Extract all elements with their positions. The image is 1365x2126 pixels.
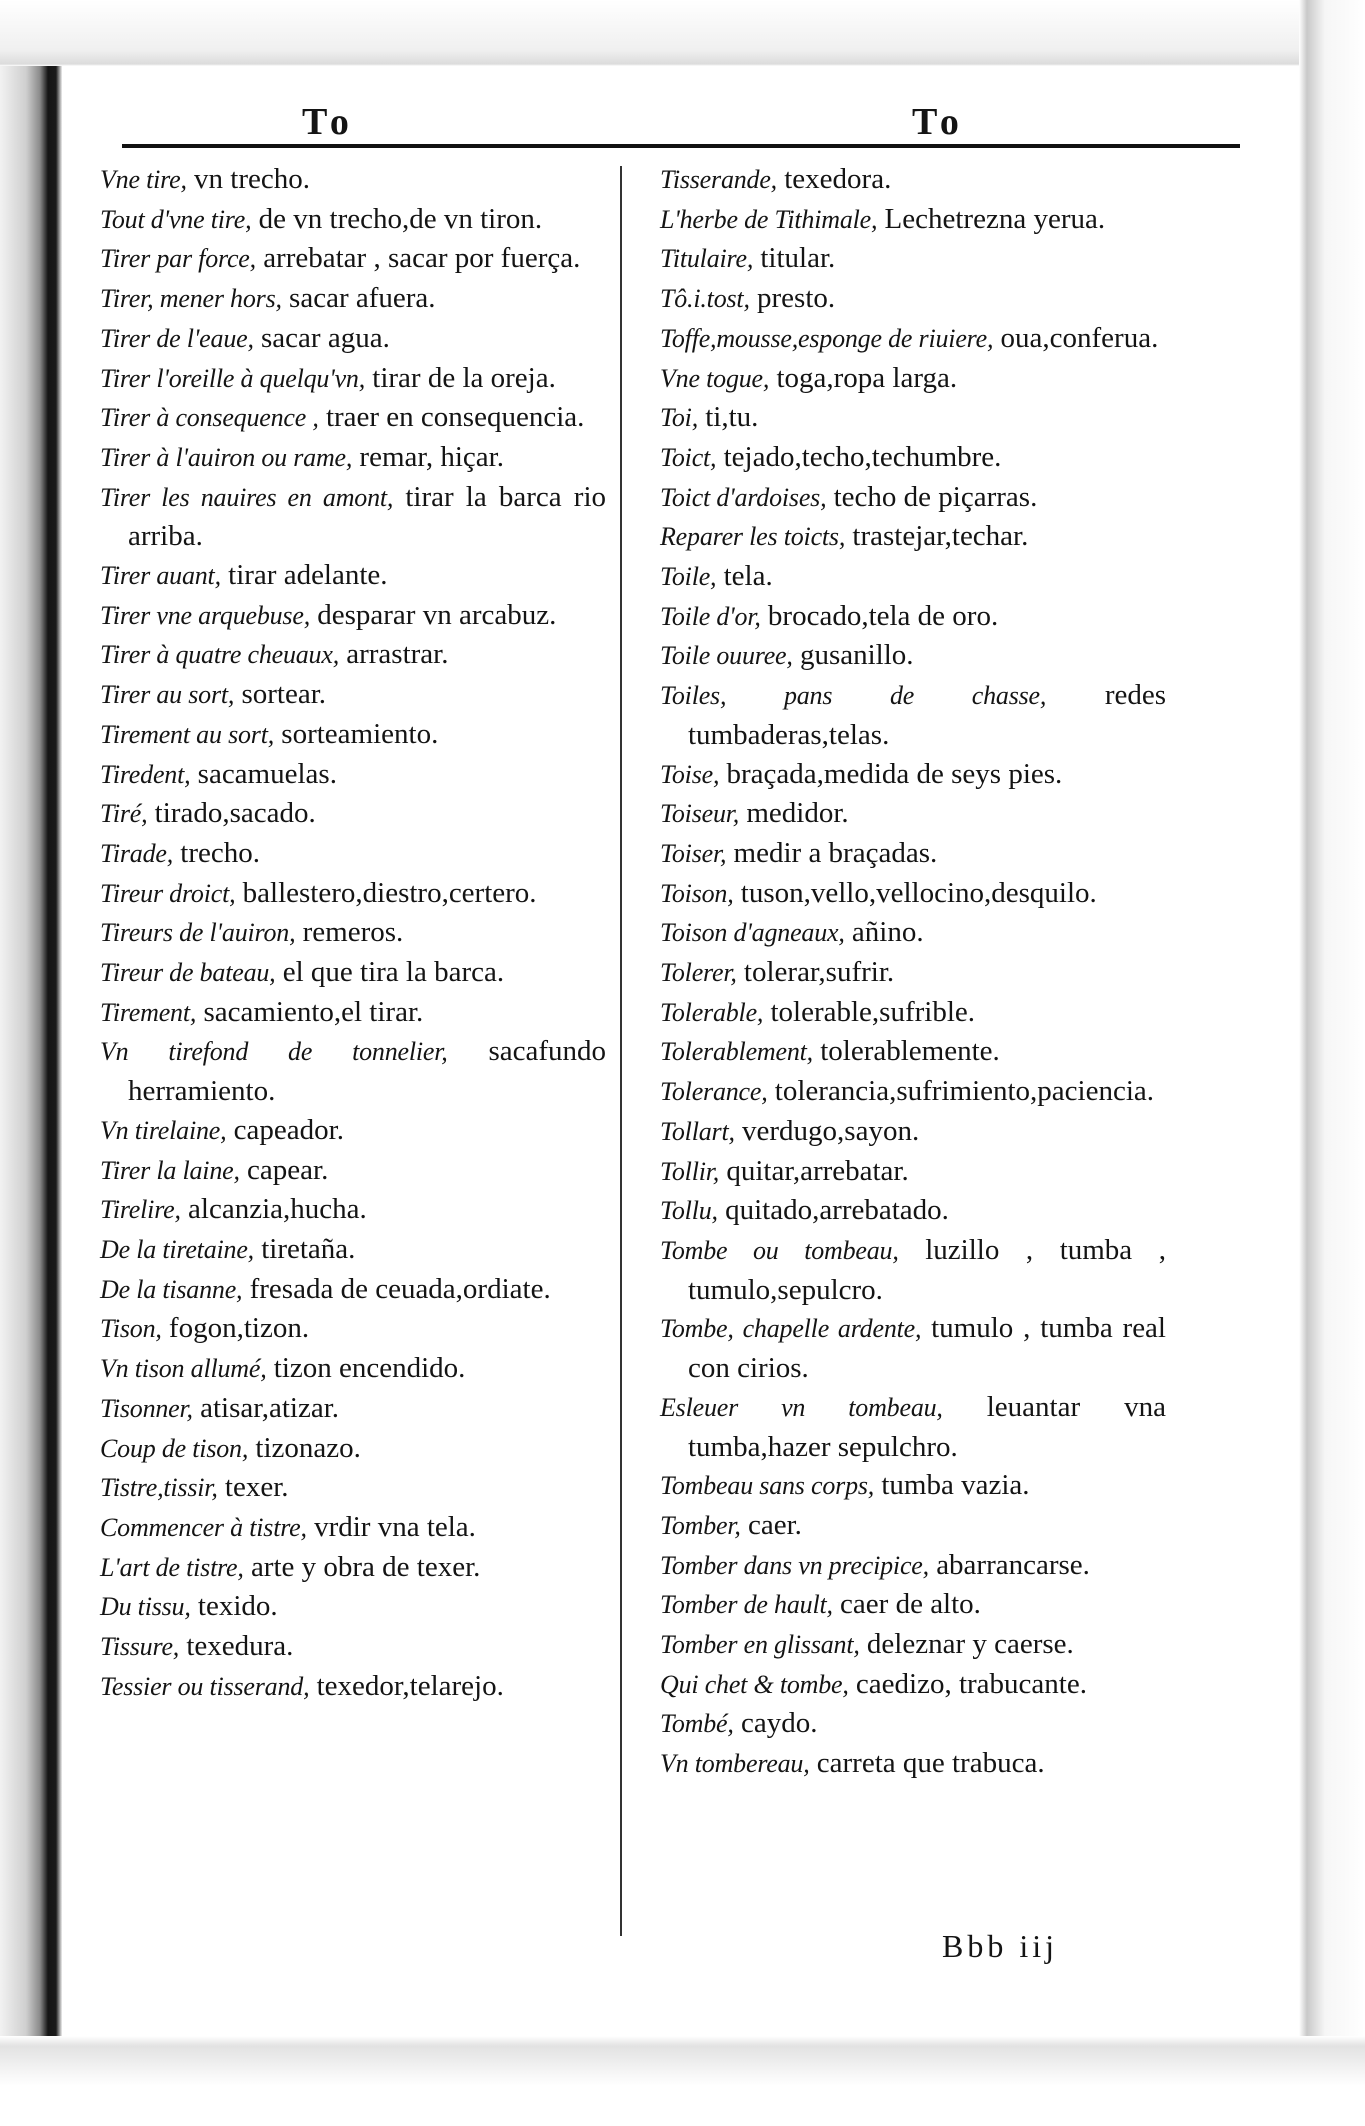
- dictionary-entry: [100, 1032, 606, 1110]
- dictionary-entry: [660, 1546, 1166, 1586]
- dictionary-entry: [660, 200, 1166, 240]
- spanish-translation: tirado,sacado.: [154, 797, 316, 830]
- french-headword: Tessier ou tisserand,: [100, 1671, 310, 1701]
- dictionary-entry: [100, 993, 606, 1033]
- left-column: [100, 160, 606, 1706]
- french-headword: Toise,: [660, 759, 720, 789]
- french-headword: Tirer à consequence ,: [100, 403, 319, 433]
- french-headword: Qui chet & tombe,: [660, 1669, 849, 1699]
- spanish-translation: caedizo, trabucante.: [855, 1667, 1087, 1700]
- dictionary-entry: [100, 1309, 606, 1349]
- french-headword: Tirer vne arquebuse,: [100, 600, 310, 630]
- dictionary-entry: [100, 1111, 606, 1151]
- dictionary-entry: [660, 1112, 1166, 1152]
- french-headword: Du tissu,: [100, 1592, 191, 1622]
- spanish-translation: traer en consequencia.: [325, 401, 585, 434]
- dictionary-entry: [660, 676, 1166, 754]
- spanish-translation: tolerable,sufrible.: [770, 995, 976, 1028]
- dictionary-entry: [100, 398, 606, 438]
- french-headword: Tomber,: [660, 1510, 741, 1540]
- french-headword: Tollart,: [660, 1116, 735, 1146]
- column-divider: [620, 166, 622, 1936]
- spanish-translation: arte y obra de texer.: [250, 1550, 481, 1583]
- dictionary-entry: [100, 1389, 606, 1429]
- spanish-translation: tirar de la oreja.: [372, 361, 556, 394]
- dictionary-entry: [100, 556, 606, 596]
- spanish-translation: añino.: [851, 916, 924, 949]
- french-headword: Tirer par force,: [100, 244, 256, 274]
- running-head-left: To: [302, 101, 355, 143]
- dictionary-entry: [100, 794, 606, 834]
- spanish-translation: atisar,atizar.: [200, 1391, 340, 1424]
- spanish-translation: tizon encendido.: [273, 1352, 466, 1385]
- french-headword: Tombe, chapelle ardente,: [660, 1314, 922, 1344]
- dictionary-entry: [660, 636, 1166, 676]
- spanish-translation: ballestero,diestro,certero.: [242, 876, 537, 909]
- spanish-translation: sorteamiento.: [281, 717, 439, 750]
- french-headword: Tireur droict,: [100, 878, 236, 908]
- french-headword: Tombé,: [660, 1709, 734, 1739]
- dictionary-entry: [100, 834, 606, 874]
- dictionary-entry: [660, 1309, 1166, 1387]
- spanish-translation: alcanzia,hucha.: [188, 1193, 367, 1226]
- dictionary-entry: [100, 319, 606, 359]
- french-headword: Tirade,: [100, 838, 174, 868]
- spanish-translation: capeador.: [233, 1113, 344, 1146]
- spanish-translation: luzillo , tumba , tumulo,sepulcro.: [688, 1233, 1166, 1306]
- dictionary-entry: [100, 359, 606, 399]
- spanish-translation: texedor,telarejo.: [316, 1669, 504, 1702]
- dictionary-entry: [660, 517, 1166, 557]
- dictionary-page: [62, 66, 1299, 2036]
- right-column: [660, 160, 1166, 1784]
- french-headword: Tombeau sans corps,: [660, 1471, 875, 1501]
- dictionary-entry: [100, 675, 606, 715]
- french-headword: L'art de tistre,: [100, 1552, 244, 1582]
- spanish-translation: tuson,vello,vellocino,desquilo.: [740, 876, 1097, 909]
- spanish-translation: medir a braçadas.: [733, 836, 938, 869]
- spanish-translation: texido.: [197, 1590, 278, 1623]
- spanish-translation: titular.: [760, 242, 836, 275]
- spanish-translation: arrebatar , sacar por fuerça.: [263, 242, 581, 275]
- dictionary-entry: [100, 715, 606, 755]
- spanish-translation: redes tumbaderas,telas.: [688, 679, 1166, 751]
- spanish-translation: sacar afuera.: [289, 282, 436, 315]
- dictionary-entry: [100, 1627, 606, 1667]
- spanish-translation: arrastrar.: [346, 638, 449, 671]
- french-headword: Tolerance,: [660, 1077, 768, 1107]
- spanish-translation: tolerancia,sufrimiento,paciencia.: [774, 1075, 1155, 1108]
- dictionary-entry: [100, 635, 606, 675]
- header-rule: [122, 144, 1240, 148]
- french-headword: Tirer au sort,: [100, 680, 235, 710]
- dictionary-entry: [660, 1032, 1166, 1072]
- french-headword: Toict d'ardoises,: [660, 482, 827, 512]
- spanish-translation: remar, hiçar.: [359, 440, 504, 473]
- dictionary-entry: [660, 279, 1166, 319]
- french-headword: Tollir,: [660, 1156, 720, 1186]
- scan-top-edge: [0, 0, 1365, 66]
- spanish-translation: carreta que trabuca.: [816, 1747, 1045, 1780]
- spanish-translation: quitado,arrebatado.: [725, 1194, 949, 1227]
- french-headword: Tô.i.tost,: [660, 284, 750, 314]
- french-headword: Tomber dans vn precipice,: [660, 1550, 929, 1580]
- spanish-translation: sacamuelas.: [197, 757, 337, 790]
- dictionary-entry: [100, 478, 606, 556]
- french-headword: Tistre,tissir,: [100, 1473, 218, 1503]
- spanish-translation: tumba vazia.: [881, 1469, 1030, 1502]
- dictionary-entry: [660, 1625, 1166, 1665]
- french-headword: Toffe,mousse,esponge de riuiere,: [660, 323, 994, 353]
- dictionary-entry: [100, 1190, 606, 1230]
- dictionary-entry: [660, 1704, 1166, 1744]
- french-headword: Commencer à tistre,: [100, 1512, 307, 1542]
- french-headword: Tirer les nauires en amont,: [100, 482, 394, 512]
- french-headword: Vn tombereau,: [660, 1749, 810, 1779]
- dictionary-entry: [100, 279, 606, 319]
- dictionary-entry: [100, 1508, 606, 1548]
- spanish-translation: caydo.: [740, 1707, 818, 1740]
- dictionary-entry: [660, 1585, 1166, 1625]
- dictionary-entry: [660, 557, 1166, 597]
- spanish-translation: sacafundo herramiento.: [128, 1035, 607, 1108]
- french-headword: Vn tison allumé,: [100, 1354, 267, 1384]
- french-headword: Toiseur,: [660, 799, 740, 829]
- dictionary-entry: [100, 1468, 606, 1508]
- dictionary-entry: [100, 200, 606, 240]
- french-headword: Tolerablement,: [660, 1037, 813, 1067]
- spanish-translation: ti,tu.: [705, 401, 759, 434]
- dictionary-entry: [100, 913, 606, 953]
- dictionary-entry: [660, 993, 1166, 1033]
- spanish-translation: texer.: [224, 1471, 289, 1504]
- scan-right-edge: [1299, 0, 1365, 2126]
- french-headword: Tisserande,: [660, 165, 777, 194]
- spanish-translation: medidor.: [746, 797, 849, 830]
- french-headword: Tiredent,: [100, 759, 191, 789]
- spanish-translation: tela.: [723, 560, 773, 593]
- french-headword: Tiré,: [100, 799, 148, 829]
- dictionary-entry: [660, 438, 1166, 478]
- dictionary-entry: [660, 1506, 1166, 1546]
- french-headword: Titulaire,: [660, 244, 754, 274]
- dictionary-entry: [100, 160, 606, 200]
- signature-mark: Bbb iij: [942, 1928, 1059, 1964]
- french-headword: Tirelire,: [100, 1195, 181, 1225]
- french-headword: Tirement au sort,: [100, 719, 275, 749]
- spanish-translation: oua,conferua.: [1000, 321, 1159, 354]
- french-headword: Tomber de hault,: [660, 1590, 833, 1620]
- dictionary-entry: [660, 953, 1166, 993]
- spanish-translation: abarrancarse.: [936, 1548, 1090, 1581]
- spanish-translation: braçada,medida de seys pies.: [726, 757, 1063, 790]
- dictionary-entry: [660, 874, 1166, 914]
- french-headword: Toison d'agneaux,: [660, 918, 845, 948]
- french-headword: Tisonner,: [100, 1393, 193, 1423]
- scan-left-edge: [0, 0, 62, 2126]
- spanish-translation: verdugo,sayon.: [742, 1114, 920, 1147]
- spanish-translation: tolerar,sufrir.: [743, 956, 895, 989]
- spanish-translation: desparar vn arcabuz.: [317, 598, 557, 631]
- spanish-translation: vn trecho.: [194, 163, 310, 195]
- dictionary-entry: [100, 1270, 606, 1310]
- dictionary-entry: [660, 319, 1166, 359]
- french-headword: Tirer l'oreille à quelqu'vn,: [100, 363, 366, 393]
- spanish-translation: remeros.: [302, 916, 404, 949]
- french-headword: Tolerable,: [660, 997, 764, 1027]
- scan-bottom-edge: [0, 2036, 1365, 2126]
- dictionary-entry: [660, 1388, 1166, 1466]
- spanish-translation: tirar adelante.: [228, 559, 388, 592]
- french-headword: Tison,: [100, 1314, 162, 1344]
- french-headword: Reparer les toicts,: [660, 522, 846, 552]
- french-headword: Tireur de bateau,: [100, 958, 276, 988]
- spanish-translation: de vn trecho,de vn tiron.: [258, 202, 543, 235]
- spanish-translation: sacamiento,el tirar.: [203, 995, 424, 1028]
- dictionary-entry: [660, 239, 1166, 279]
- french-headword: Toison,: [660, 878, 734, 908]
- french-headword: Esleuer vn tombeau,: [660, 1392, 943, 1422]
- dictionary-entry: [660, 913, 1166, 953]
- french-headword: Toiles, pans de chasse,: [660, 681, 1047, 711]
- french-headword: Tollu,: [660, 1196, 718, 1226]
- french-headword: Tirer auant,: [100, 561, 221, 591]
- spanish-translation: fresada de ceuada,ordiate.: [249, 1272, 551, 1305]
- french-headword: Toile d'or,: [660, 601, 761, 631]
- dictionary-entry: [660, 478, 1166, 518]
- dictionary-entry: [660, 398, 1166, 438]
- french-headword: Tirer, mener hors,: [100, 284, 282, 314]
- french-headword: Coup de tison,: [100, 1433, 249, 1463]
- spanish-translation: trecho.: [180, 836, 260, 869]
- dictionary-entry: [100, 953, 606, 993]
- dictionary-entry: [100, 755, 606, 795]
- spanish-translation: texedora.: [784, 163, 892, 195]
- dictionary-entry: [660, 1152, 1166, 1192]
- dictionary-entry: [100, 1230, 606, 1270]
- french-headword: Vne togue,: [660, 363, 770, 393]
- french-headword: Tissure,: [100, 1632, 180, 1662]
- spanish-translation: tirar la barca rio arriba.: [128, 480, 607, 553]
- dictionary-entry: [660, 1072, 1166, 1112]
- spanish-translation: toga,ropa larga.: [776, 361, 958, 394]
- dictionary-entry: [100, 874, 606, 914]
- spanish-translation: tumulo , tumba real con cirios.: [688, 1312, 1166, 1385]
- spanish-translation: sortear.: [241, 678, 327, 711]
- french-headword: Vn tirelaine,: [100, 1115, 227, 1145]
- spanish-translation: gusanillo.: [799, 639, 914, 672]
- spanish-translation: quitar,arrebatar.: [726, 1154, 909, 1187]
- french-headword: Tireurs de l'auiron,: [100, 918, 296, 948]
- dictionary-entry: [100, 1587, 606, 1627]
- dictionary-entry: [100, 596, 606, 636]
- dictionary-entry: [100, 1151, 606, 1191]
- dictionary-entry: [660, 359, 1166, 399]
- spanish-translation: tolerablemente.: [820, 1035, 1000, 1068]
- spanish-translation: caer.: [747, 1508, 802, 1541]
- french-headword: Vne tire,: [100, 165, 187, 194]
- spanish-translation: vrdir vna tela.: [314, 1510, 476, 1543]
- spanish-translation: deleznar y caerse.: [866, 1628, 1074, 1661]
- spanish-translation: tizonazo.: [255, 1431, 361, 1464]
- dictionary-entry: [660, 597, 1166, 637]
- spanish-translation: techo de piçarras.: [833, 480, 1038, 513]
- spanish-translation: brocado,tela de oro.: [767, 599, 999, 632]
- french-headword: Tirer à l'auiron ou rame,: [100, 442, 353, 472]
- spanish-translation: Lechetrezna yerua.: [884, 202, 1106, 235]
- french-headword: Tolerer,: [660, 958, 737, 988]
- french-headword: Tout d'vne tire,: [100, 204, 252, 234]
- french-headword: Tirer la laine,: [100, 1155, 240, 1185]
- dictionary-entry: [100, 1429, 606, 1469]
- french-headword: Toile,: [660, 562, 717, 592]
- dictionary-entry: [100, 1349, 606, 1389]
- spanish-translation: trastejar,techar.: [852, 520, 1029, 553]
- spanish-translation: presto.: [757, 282, 836, 315]
- dictionary-entry: [660, 1191, 1166, 1231]
- spanish-translation: caer de alto.: [840, 1588, 981, 1621]
- spanish-translation: capear.: [247, 1153, 329, 1186]
- dictionary-entry: [660, 1744, 1166, 1784]
- dictionary-entry: [660, 834, 1166, 874]
- french-headword: Toile ouuree,: [660, 641, 793, 671]
- spanish-translation: sacar agua.: [261, 321, 390, 354]
- dictionary-entry: [660, 160, 1166, 200]
- dictionary-entry: [660, 794, 1166, 834]
- french-headword: De la tisanne,: [100, 1274, 243, 1304]
- french-headword: Toi,: [660, 403, 698, 433]
- french-headword: Tombe ou tombeau,: [660, 1235, 899, 1265]
- dictionary-entry: [660, 1231, 1166, 1309]
- french-headword: Tirer de l'eaue,: [100, 323, 254, 353]
- spanish-translation: tiretaña.: [261, 1232, 356, 1265]
- dictionary-entry: [100, 239, 606, 279]
- french-headword: De la tiretaine,: [100, 1234, 254, 1264]
- french-headword: L'herbe de Tithimale,: [660, 204, 878, 234]
- spanish-translation: el que tira la barca.: [282, 956, 505, 989]
- spanish-translation: texedura.: [186, 1630, 294, 1663]
- french-headword: Tirement,: [100, 997, 197, 1027]
- french-headword: Tirer à quatre cheuaux,: [100, 640, 339, 670]
- french-headword: Toiser,: [660, 838, 727, 868]
- dictionary-entry: [100, 438, 606, 478]
- french-headword: Vn tirefond de tonnelier,: [100, 1037, 448, 1067]
- spanish-translation: fogon,tizon.: [168, 1312, 310, 1345]
- dictionary-entry: [100, 1667, 606, 1707]
- running-head-right: To: [912, 101, 965, 143]
- spanish-translation: tejado,techo,techumbre.: [723, 440, 1002, 473]
- french-headword: Tomber en glissant,: [660, 1630, 860, 1660]
- spanish-translation: leuantar vna tumba,hazer sepulchro.: [688, 1390, 1166, 1463]
- dictionary-entry: [660, 1665, 1166, 1705]
- dictionary-entry: [100, 1548, 606, 1588]
- dictionary-entry: [660, 755, 1166, 795]
- french-headword: Toict,: [660, 442, 717, 472]
- dictionary-entry: [660, 1466, 1166, 1506]
